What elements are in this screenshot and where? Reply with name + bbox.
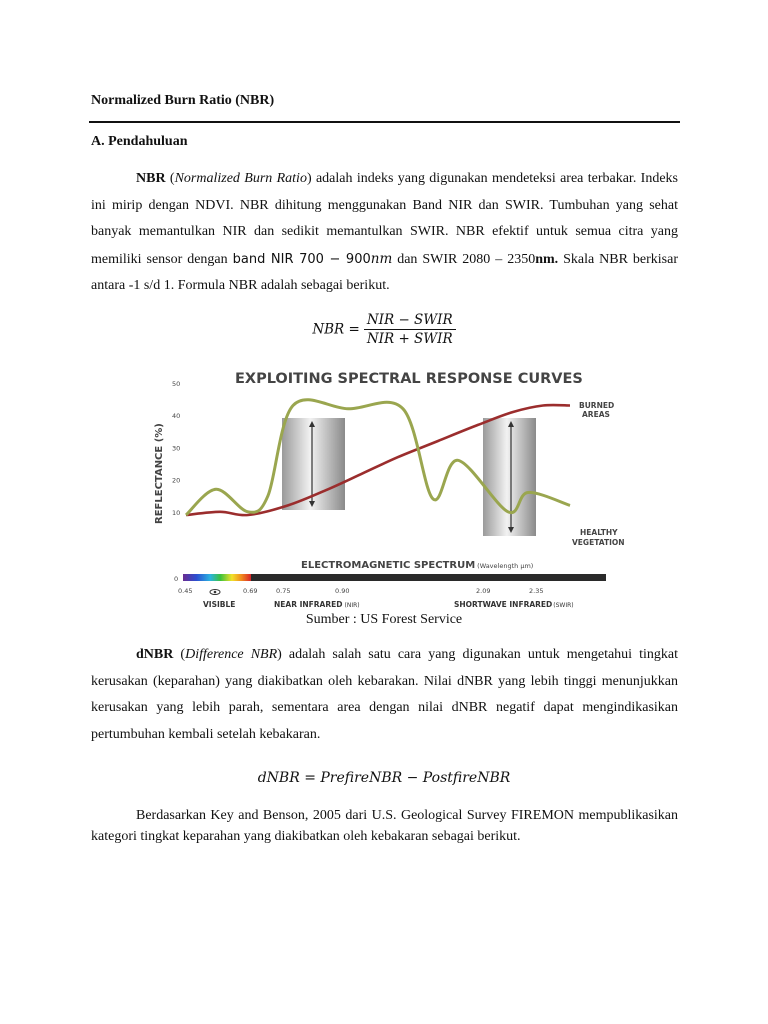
nm-unit: nm [370, 250, 393, 267]
x-tick-label: 0.69 [243, 587, 258, 595]
x-axis-label-text: ELECTROMAGNETIC SPECTRUM [301, 560, 476, 571]
region-nir-abbr: (NIR) [344, 602, 360, 609]
legend-veg-line2: VEGETATION [572, 538, 625, 547]
dnbr-paren: ( [173, 647, 186, 662]
page-title: Normalized Burn Ratio (NBR) [91, 93, 275, 108]
x-tick-label: 0.75 [276, 587, 291, 595]
dnbr-paragraph [91, 642, 678, 748]
x-tick-label: 2.35 [529, 587, 544, 595]
legend-veg-line1: HEALTHY [580, 528, 618, 537]
dnbr-text: ) adalah salah satu cara yang digunakan untuk mengetahui tingkat kerusakan (keparahan) yang diakibatkan oleh kebarakan. Nilai dNBR yang lebih tinggi menunjukkan kerusakan yang lebih parah, sementara area dengan nilai dNBR negatif dapat mengindikasikan pertumbuhan kembali setelah kebakaran. [91, 647, 678, 742]
legend-burned-line1: BURNED [579, 401, 615, 410]
nbr-term: NBR [136, 171, 166, 186]
nm-unit-bold: nm. [535, 251, 559, 267]
spectral-chart-svg [148, 362, 628, 614]
figure-caption: Sumber : US Forest Service [305, 612, 463, 627]
section-heading: A. Pendahuluan [91, 134, 188, 149]
dnbr-term-full: Difference NBR [185, 647, 278, 662]
region-nir-label [274, 600, 360, 609]
y-axis-label: REFLECTANCE (%) [154, 423, 165, 524]
x-axis-unit: (Wavelength μm) [477, 562, 534, 570]
dnbr-formula: dNBR = PrefireNBR − PostfireNBR [257, 770, 511, 786]
nbr-formula-fraction [364, 312, 456, 347]
x-axis-label [301, 560, 533, 571]
region-nir-text: NEAR INFRARED [274, 600, 343, 609]
y-tick-label: 10 [172, 508, 181, 517]
eye-icon [210, 590, 220, 595]
x-tick-label: 0.45 [178, 587, 193, 595]
nbr-formula-numerator: NIR − SWIR [364, 312, 456, 330]
band-range: band NIR 700 − 900 [232, 251, 371, 267]
spectrum-zero: 0 [174, 575, 179, 583]
intro-paren: ( [165, 171, 175, 186]
x-tick-label: 2.09 [476, 587, 491, 595]
legend-burned-line2: AREAS [582, 410, 610, 419]
region-visible-label: VISIBLE [203, 600, 236, 609]
y-tick-label: 50 [172, 380, 181, 388]
region-swir-text: SHORTWAVE INFRARED [454, 600, 553, 609]
nbr-formula [0, 312, 768, 347]
spectral-chart [148, 362, 628, 614]
intro-text-3: Skala NBR berkisar antara -1 s/d 1. Formula NBR adalah sebagai berikut. [91, 251, 678, 293]
dnbr-term: dNBR [136, 647, 174, 662]
intro-paragraph [91, 166, 678, 300]
x-tick-label: 0.90 [335, 587, 350, 595]
y-tick-label: 40 [172, 412, 181, 421]
region-swir-label [454, 600, 574, 609]
intro-text-2: dan SWIR 2080 – 2350 [392, 251, 536, 267]
y-tick-label: 30 [172, 444, 181, 453]
region-swir-abbr: (SWIR) [553, 602, 574, 609]
y-tick-label: 20 [172, 476, 181, 485]
closing-paragraph [91, 805, 678, 847]
intro-text-1: ) adalah indeks yang digunakan mendeteksi area terbakar. Indeks ini mirip dengan NDVI. NBR dihitung menggunakan Band NIR dan SWIR. Tumbuhan yang sehat banyak memantulkan NIR dan sedikit memantulkan SWIR. NBR efektif untuk semua citra yang memiliki sensor dengan [91, 171, 678, 267]
title-divider [89, 121, 680, 123]
spectrum-bar-visible [183, 574, 251, 581]
nbr-formula-lhs: NBR = [312, 321, 360, 338]
swir-highlight-cylinder [483, 418, 536, 536]
closing-text: Berdasarkan Key and Benson, 2005 dari U.S. Geological Survey FIREMON mempublikasikan kategori tingkat keparahan yang diakibatkan oleh kebakaran sebagai berikut. [91, 808, 678, 844]
chart-title: EXPLOITING SPECTRAL RESPONSE CURVES [235, 371, 583, 387]
nbr-formula-denominator: NIR + SWIR [366, 331, 453, 347]
nbr-term-full: Normalized Burn Ratio [174, 171, 307, 186]
